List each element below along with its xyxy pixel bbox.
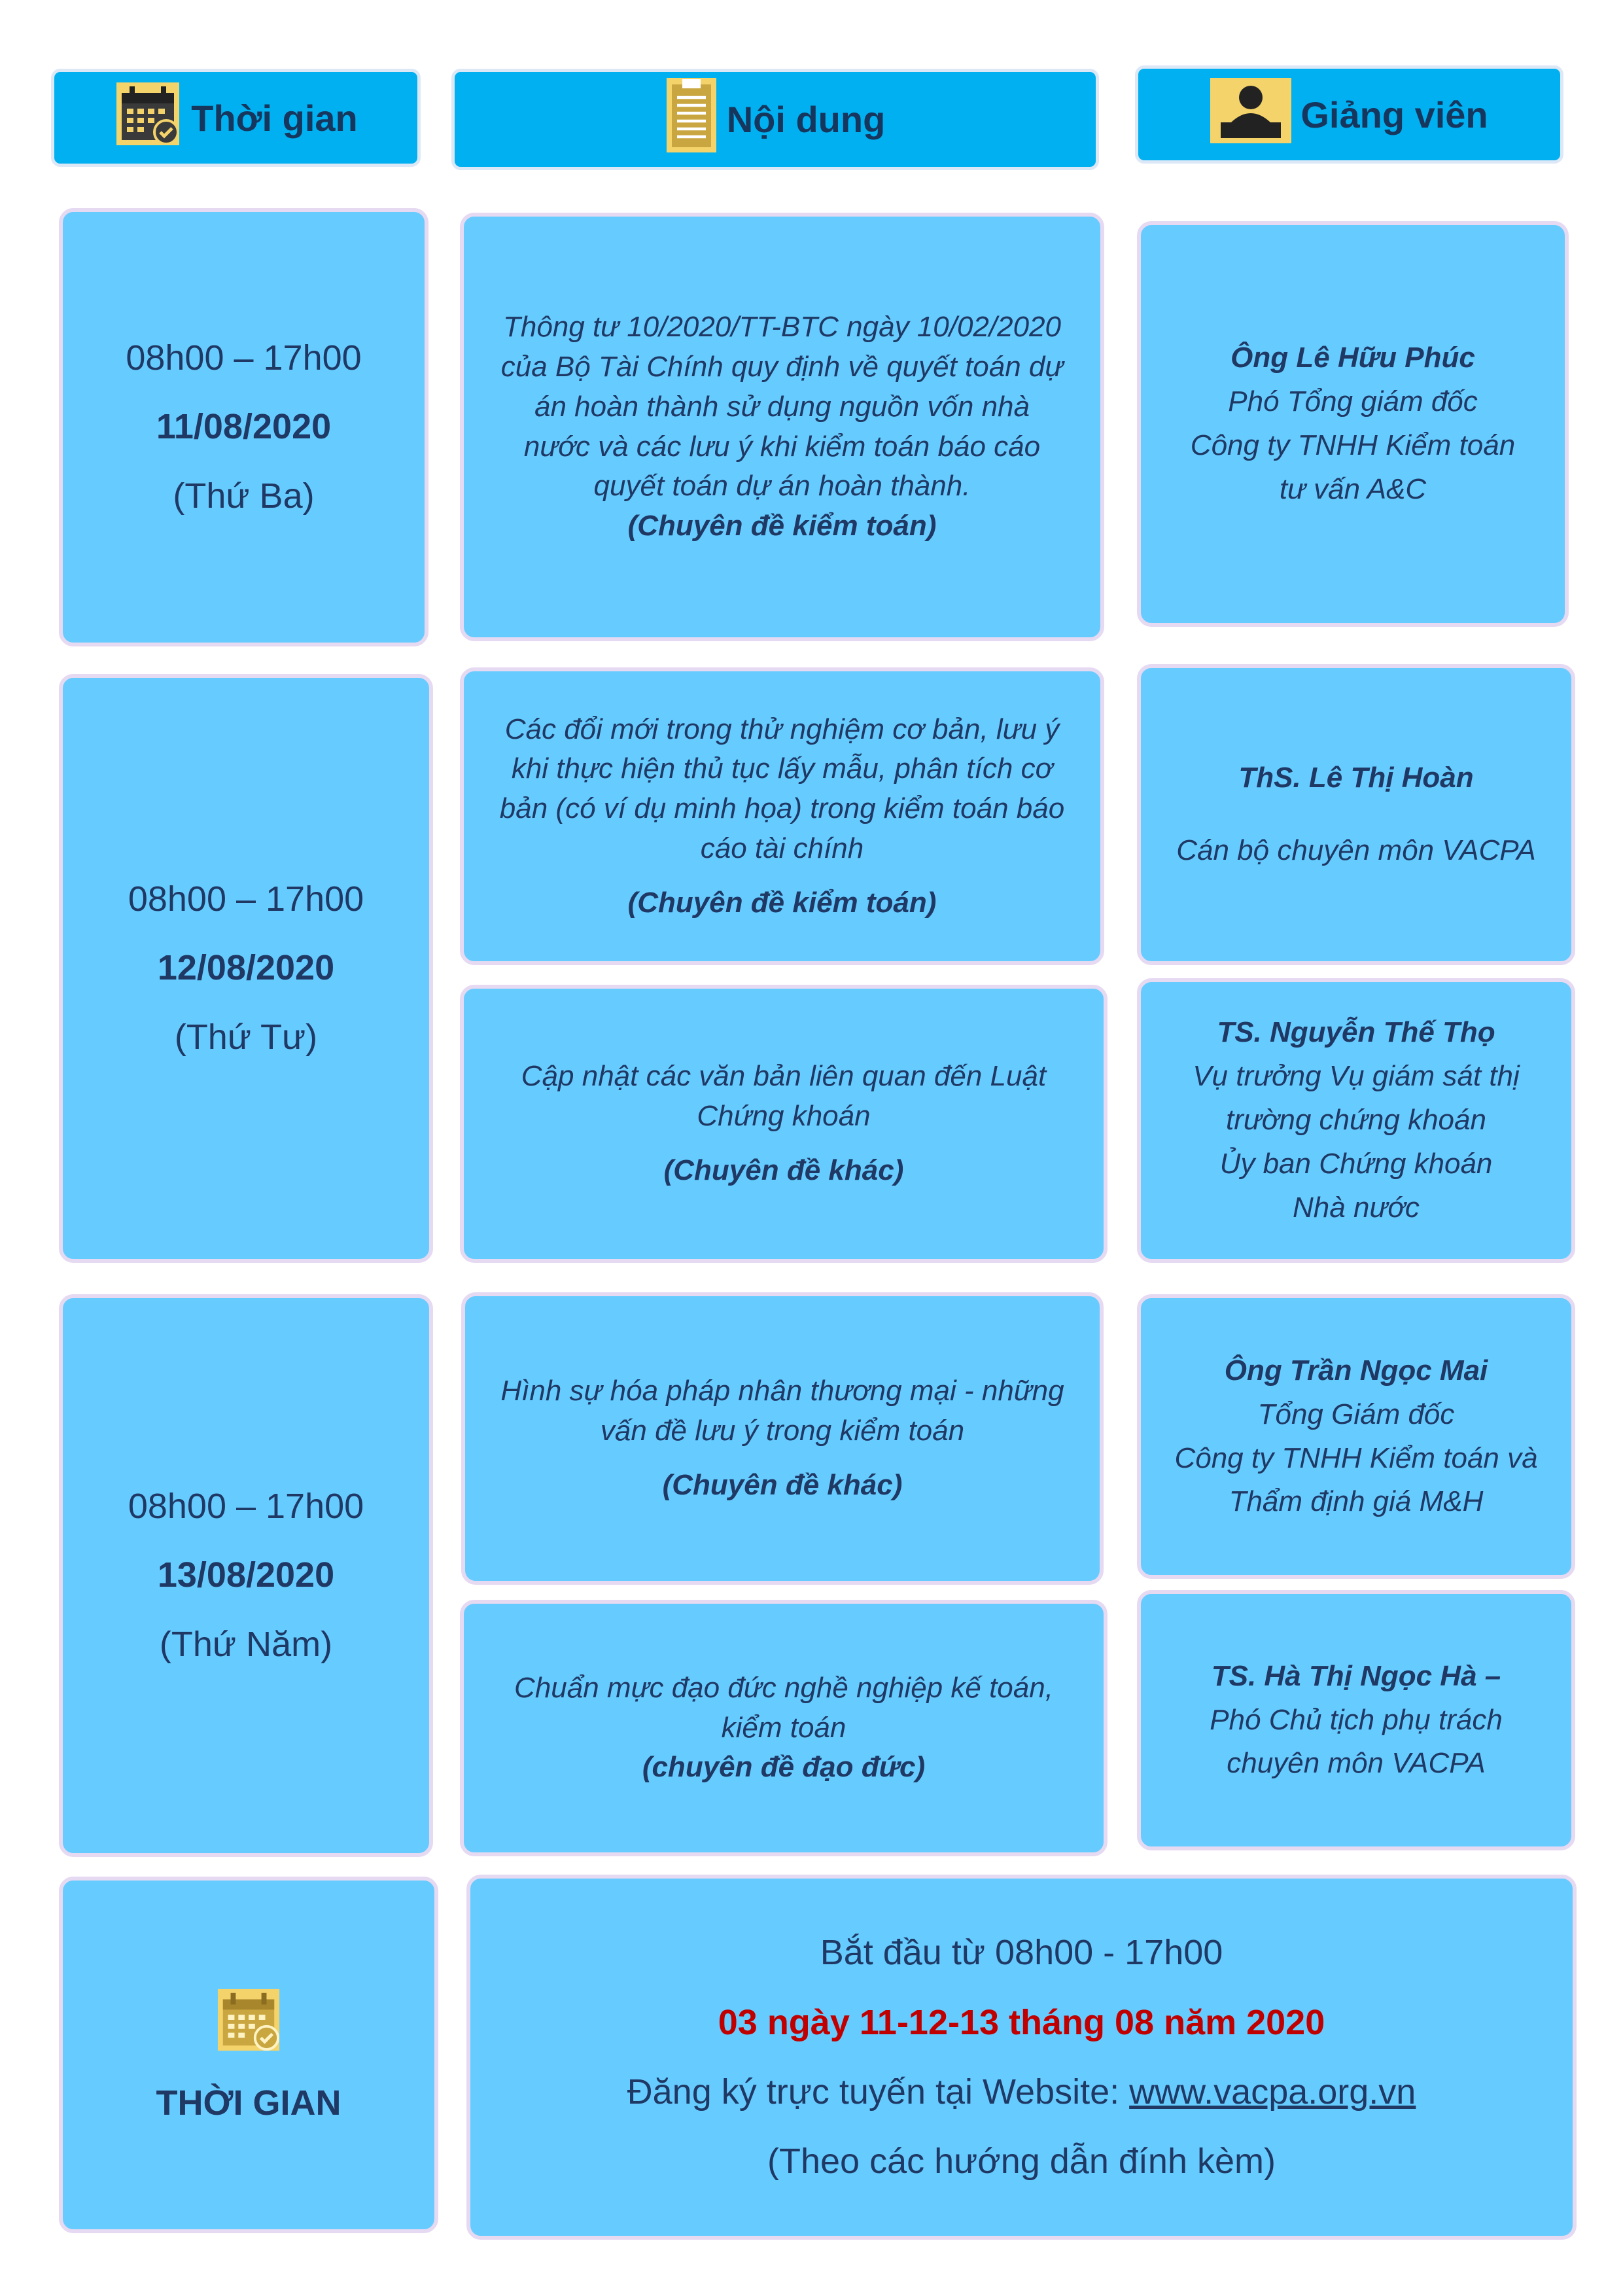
lecturer-name: Ông Trần Ngọc Mai: [1224, 1354, 1488, 1386]
lecturer-info-line: tư vấn A&C: [1279, 472, 1427, 505]
footer-dates: 03 ngày 11-12-13 tháng 08 năm 2020: [718, 2002, 1325, 2042]
session-topic: [474, 1371, 1090, 1505]
header-lecturer-label: Giảng viên: [1300, 94, 1488, 135]
session-topic: [475, 308, 1090, 546]
header-time: [51, 69, 421, 167]
topic-line: Các đổi mới trong thử nghiệm cơ bản, lưu ý: [504, 713, 1060, 745]
lecturer-name: Ông Lê Hữu Phúc: [1230, 342, 1475, 374]
footer-info: [627, 1918, 1416, 2197]
footer-line1: Bắt đầu từ 08h00 - 17h00: [820, 1933, 1223, 1973]
day3-session2-lecturer: [1137, 1590, 1575, 1850]
topic-line: Thông tư 10/2020/TT-BTC ngày 10/02/2020: [502, 311, 1062, 344]
day1-time-cell: [59, 208, 428, 646]
header-lecturer: [1135, 65, 1563, 164]
lecturer-details: [1161, 1349, 1550, 1525]
topic-line: của Bộ Tài Chính quy định về quyết toán dự: [500, 351, 1064, 383]
lecturer-name: ThS. Lê Thị Hoàn: [1238, 762, 1474, 794]
document-icon: [665, 77, 718, 162]
footer-line4: (Theo các hướng dẫn đính kèm): [767, 2142, 1276, 2181]
day2-time: [128, 865, 364, 1072]
lecturer-info-line: Công ty TNHH Kiểm toán và: [1174, 1441, 1538, 1474]
header-content-label: Nội dung: [726, 99, 886, 140]
weekday: (Thứ Ba): [173, 476, 315, 516]
lecturer-info-line: Phó Tổng giám đốc: [1228, 385, 1478, 418]
weekday: (Thứ Tư): [174, 1017, 318, 1057]
time-range: 08h00 – 17h00: [128, 1487, 364, 1527]
lecturer-info-line: Tổng Giám đốc: [1257, 1398, 1455, 1430]
topic-category: (Chuyên đề kiểm toán): [627, 886, 937, 919]
footer-line3: [627, 2057, 1416, 2127]
lecturer-details: [1179, 1011, 1533, 1229]
footer-info-cell: [466, 1875, 1577, 2240]
date: 11/08/2020: [156, 407, 332, 447]
session-topic: [474, 710, 1091, 923]
lecturer-info-line: Ủy ban Chứng khoán: [1219, 1147, 1493, 1180]
topic-line: Hình sự hóa pháp nhân thương mại - những: [500, 1375, 1064, 1407]
date: 13/08/2020: [157, 1555, 335, 1595]
topic-line: vấn đề lưu ý trong kiểm toán: [600, 1415, 965, 1447]
topic-line: Chứng khoán: [697, 1100, 871, 1133]
topic-category: (Chuyên đề khác): [662, 1468, 903, 1501]
day1-session1-content: [460, 213, 1104, 641]
topic-line: Chuẩn mực đạo đức nghề nghiệp kế toán,: [514, 1671, 1053, 1704]
day2-session2-lecturer: [1137, 978, 1575, 1263]
topic-line: bản (có ví dụ minh họa) trong kiểm toán báo: [499, 792, 1065, 825]
website-link[interactable]: www.vacpa.org.vn: [1129, 2072, 1416, 2111]
session-topic: [495, 1057, 1072, 1190]
day3-session1-content: [461, 1292, 1104, 1585]
calendar-icon: [215, 1987, 282, 2057]
topic-line: nước và các lưu ý khi kiểm toán báo cáo: [523, 430, 1041, 463]
lecturer-name: TS. Hà Thị Ngọc Hà –: [1211, 1659, 1501, 1692]
topic-category: (Chuyên đề kiểm toán): [627, 509, 937, 542]
header-content: [451, 69, 1099, 170]
time-range: 08h00 – 17h00: [128, 879, 364, 919]
lecturer-info-line: Công ty TNHH Kiểm toán: [1190, 429, 1516, 461]
day1-time: [126, 324, 361, 531]
topic-line: kiểm toán: [721, 1711, 846, 1744]
lecturer-details: [1163, 756, 1549, 873]
topic-line: Cập nhật các văn bản liên quan đến Luật: [521, 1060, 1047, 1093]
session-topic: [488, 1669, 1079, 1788]
lecturer-details: [1196, 1655, 1516, 1786]
day2-session1-content: [460, 667, 1104, 965]
day3-session1-lecturer: [1137, 1294, 1575, 1579]
lecturer-icon: [1210, 78, 1291, 152]
topic-category: (chuyên đề đạo đức): [642, 1751, 926, 1784]
date: 12/08/2020: [157, 948, 335, 988]
lecturer-info-line: Phó Chủ tịch phụ trách: [1210, 1703, 1503, 1736]
header-time-label: Thời gian: [191, 97, 358, 139]
lecturer-info-line: chuyên môn VACPA: [1227, 1747, 1486, 1780]
topic-line: quyết toán dự án hoàn thành.: [593, 470, 971, 503]
day2-session1-lecturer: [1137, 664, 1575, 965]
lecturer-info-line: Nhà nước: [1293, 1191, 1420, 1224]
time-range: 08h00 – 17h00: [126, 338, 362, 378]
day2-time-cell: [59, 674, 433, 1263]
lecturer-name: TS. Nguyễn Thế Thọ: [1217, 1016, 1495, 1049]
topic-line: khi thực hiện thủ tục lấy mẫu, phân tích cơ: [511, 752, 1053, 785]
lecturer-info-line: Vụ trưởng Vụ giám sát thị: [1193, 1060, 1520, 1093]
day1-session1-lecturer: [1137, 221, 1569, 627]
topic-category: (Chuyên đề khác): [663, 1154, 904, 1186]
footer-website-prefix: Đăng ký trực tuyến tại Website:: [627, 2072, 1130, 2111]
lecturer-info-line: trường chứng khoán: [1226, 1104, 1486, 1137]
weekday: (Thứ Năm): [159, 1624, 333, 1664]
topic-line: cáo tài chính: [700, 832, 864, 864]
day2-session2-content: [460, 985, 1108, 1263]
day3-session2-content: [460, 1600, 1108, 1856]
lecturer-details: [1178, 336, 1528, 512]
day3-time: [128, 1472, 364, 1679]
lecturer-info-line: Cán bộ chuyên môn VACPA: [1176, 834, 1536, 866]
topic-line: án hoàn thành sử dụng nguồn vốn nhà: [534, 390, 1030, 423]
calendar-icon: [114, 80, 182, 156]
footer-label: THỜI GIAN: [156, 2083, 341, 2123]
lecturer-info-line: Thẩm định giá M&H: [1229, 1485, 1484, 1518]
footer-label-cell: [59, 1877, 438, 2233]
day3-time-cell: [59, 1294, 433, 1857]
